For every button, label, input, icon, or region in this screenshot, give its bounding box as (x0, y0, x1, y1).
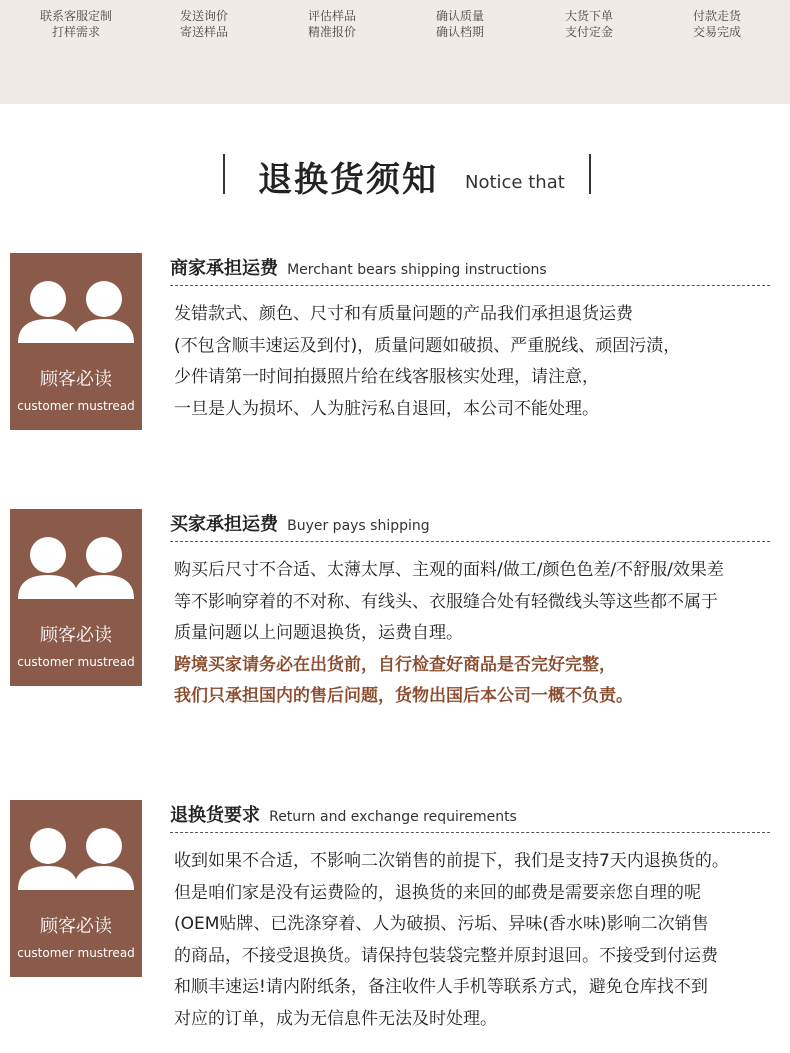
section-heading (170, 801, 517, 827)
card-label-en: customer mustread (17, 946, 135, 960)
step-line2: 确认档期 (435, 25, 484, 39)
step-line1: 付款走货 (692, 9, 741, 23)
card-label-cn: 顾客必读 (40, 625, 112, 646)
section-heading (170, 254, 547, 280)
title-divider-left (223, 154, 225, 194)
step-line2: 打样需求 (51, 25, 100, 39)
section-body (174, 299, 786, 425)
process-step (396, 8, 524, 40)
step-line1: 确认质量 (435, 9, 484, 23)
section-heading-cn: 买家承担运费 (170, 514, 278, 535)
process-band (0, 0, 790, 104)
step-line1: 评估样品 (307, 9, 356, 23)
body-line: 发错款式、颜色、尺寸和有质量问题的产品我们承担退货运费 (174, 304, 633, 324)
card-label-cn: 顾客必读 (40, 916, 112, 937)
card-label-cn: 顾客必读 (40, 369, 112, 390)
process-step (140, 8, 268, 40)
section-body (174, 555, 786, 713)
body-line: 质量问题以上问题退换货，运费自理。 (174, 623, 463, 643)
step-line1: 大货下单 (564, 9, 613, 23)
section-body (174, 846, 786, 1035)
body-line: 少件请第一时间拍摄照片给在线客服核实处理，请注意， (174, 367, 599, 387)
process-step (653, 8, 781, 40)
users-icon (18, 529, 134, 599)
section-heading-en: Merchant bears shipping instructions (287, 262, 547, 278)
page-subtitle: Notice that (465, 172, 565, 193)
step-line2: 精准报价 (307, 25, 356, 39)
section-heading-cn: 退换货要求 (170, 805, 260, 826)
dashed-divider (170, 832, 770, 833)
body-line: 等不影响穿着的不对称、有线头、衣服缝合处有轻微线头等这些都不属于 (174, 591, 718, 612)
process-step (12, 8, 140, 40)
process-step (525, 8, 653, 40)
process-step (268, 8, 396, 40)
body-line: 和顺丰速运!请内附纸条，备注收件人手机等联系方式，避免仓库找不到 (174, 977, 708, 997)
dashed-divider (170, 541, 770, 542)
warning-line: 跨境买家请务必在出货前，自行检查好商品是否完好完整， (174, 654, 616, 675)
page-title: 退换货须知 (258, 160, 438, 200)
step-line2: 交易完成 (692, 25, 741, 39)
step-line1: 联系客服定制 (39, 9, 112, 23)
warning-line: 我们只承担国内的售后问题，货物出国后本公司一概不负责。 (174, 686, 633, 706)
body-line: 的商品，不接受退换货。请保持包装袋完整并原封退回。不接受到付运费 (174, 945, 718, 966)
users-icon (18, 273, 134, 343)
step-line2: 支付定金 (564, 25, 613, 39)
body-line: 购买后尺寸不合适、太薄太厚、主观的面料/做工/颜色色差/不舒服/效果差 (174, 560, 724, 580)
page-title-block (223, 154, 591, 200)
section-heading-cn: 商家承担运费 (170, 258, 278, 279)
body-line: 但是咱们家是没有运费险的，退换货的来回的邮费是需要亲您自理的呢 (174, 882, 701, 903)
customer-notice-card (10, 800, 142, 977)
step-line1: 发送询价 (179, 9, 228, 23)
body-line: (不包含顺丰速运及到付)，质量问题如破损、严重脱线、顽固污渍， (174, 335, 681, 356)
body-line: (OEM贴牌、已洗涤穿着、人为破损、污垢、异味(香水味)影响二次销售 (174, 914, 709, 934)
card-label-en: customer mustread (17, 399, 135, 413)
body-line: 收到如果不合适，不影响二次销售的前提下，我们是支持7天内退换货的。 (174, 851, 729, 871)
section-heading-en: Buyer pays shipping (287, 518, 430, 534)
section-heading (170, 510, 430, 536)
customer-notice-card (10, 509, 142, 686)
title-divider-right (589, 154, 591, 194)
step-line2: 寄送样品 (179, 25, 228, 39)
body-line: 对应的订单，成为无信息件无法及时处理。 (174, 1008, 497, 1029)
body-line: 一旦是人为损坏、人为脏污私自退回，本公司不能处理。 (174, 398, 599, 419)
dashed-divider (170, 285, 770, 286)
card-label-en: customer mustread (17, 655, 135, 669)
users-icon (18, 820, 134, 890)
customer-notice-card (10, 253, 142, 430)
section-heading-en: Return and exchange requirements (269, 809, 517, 825)
